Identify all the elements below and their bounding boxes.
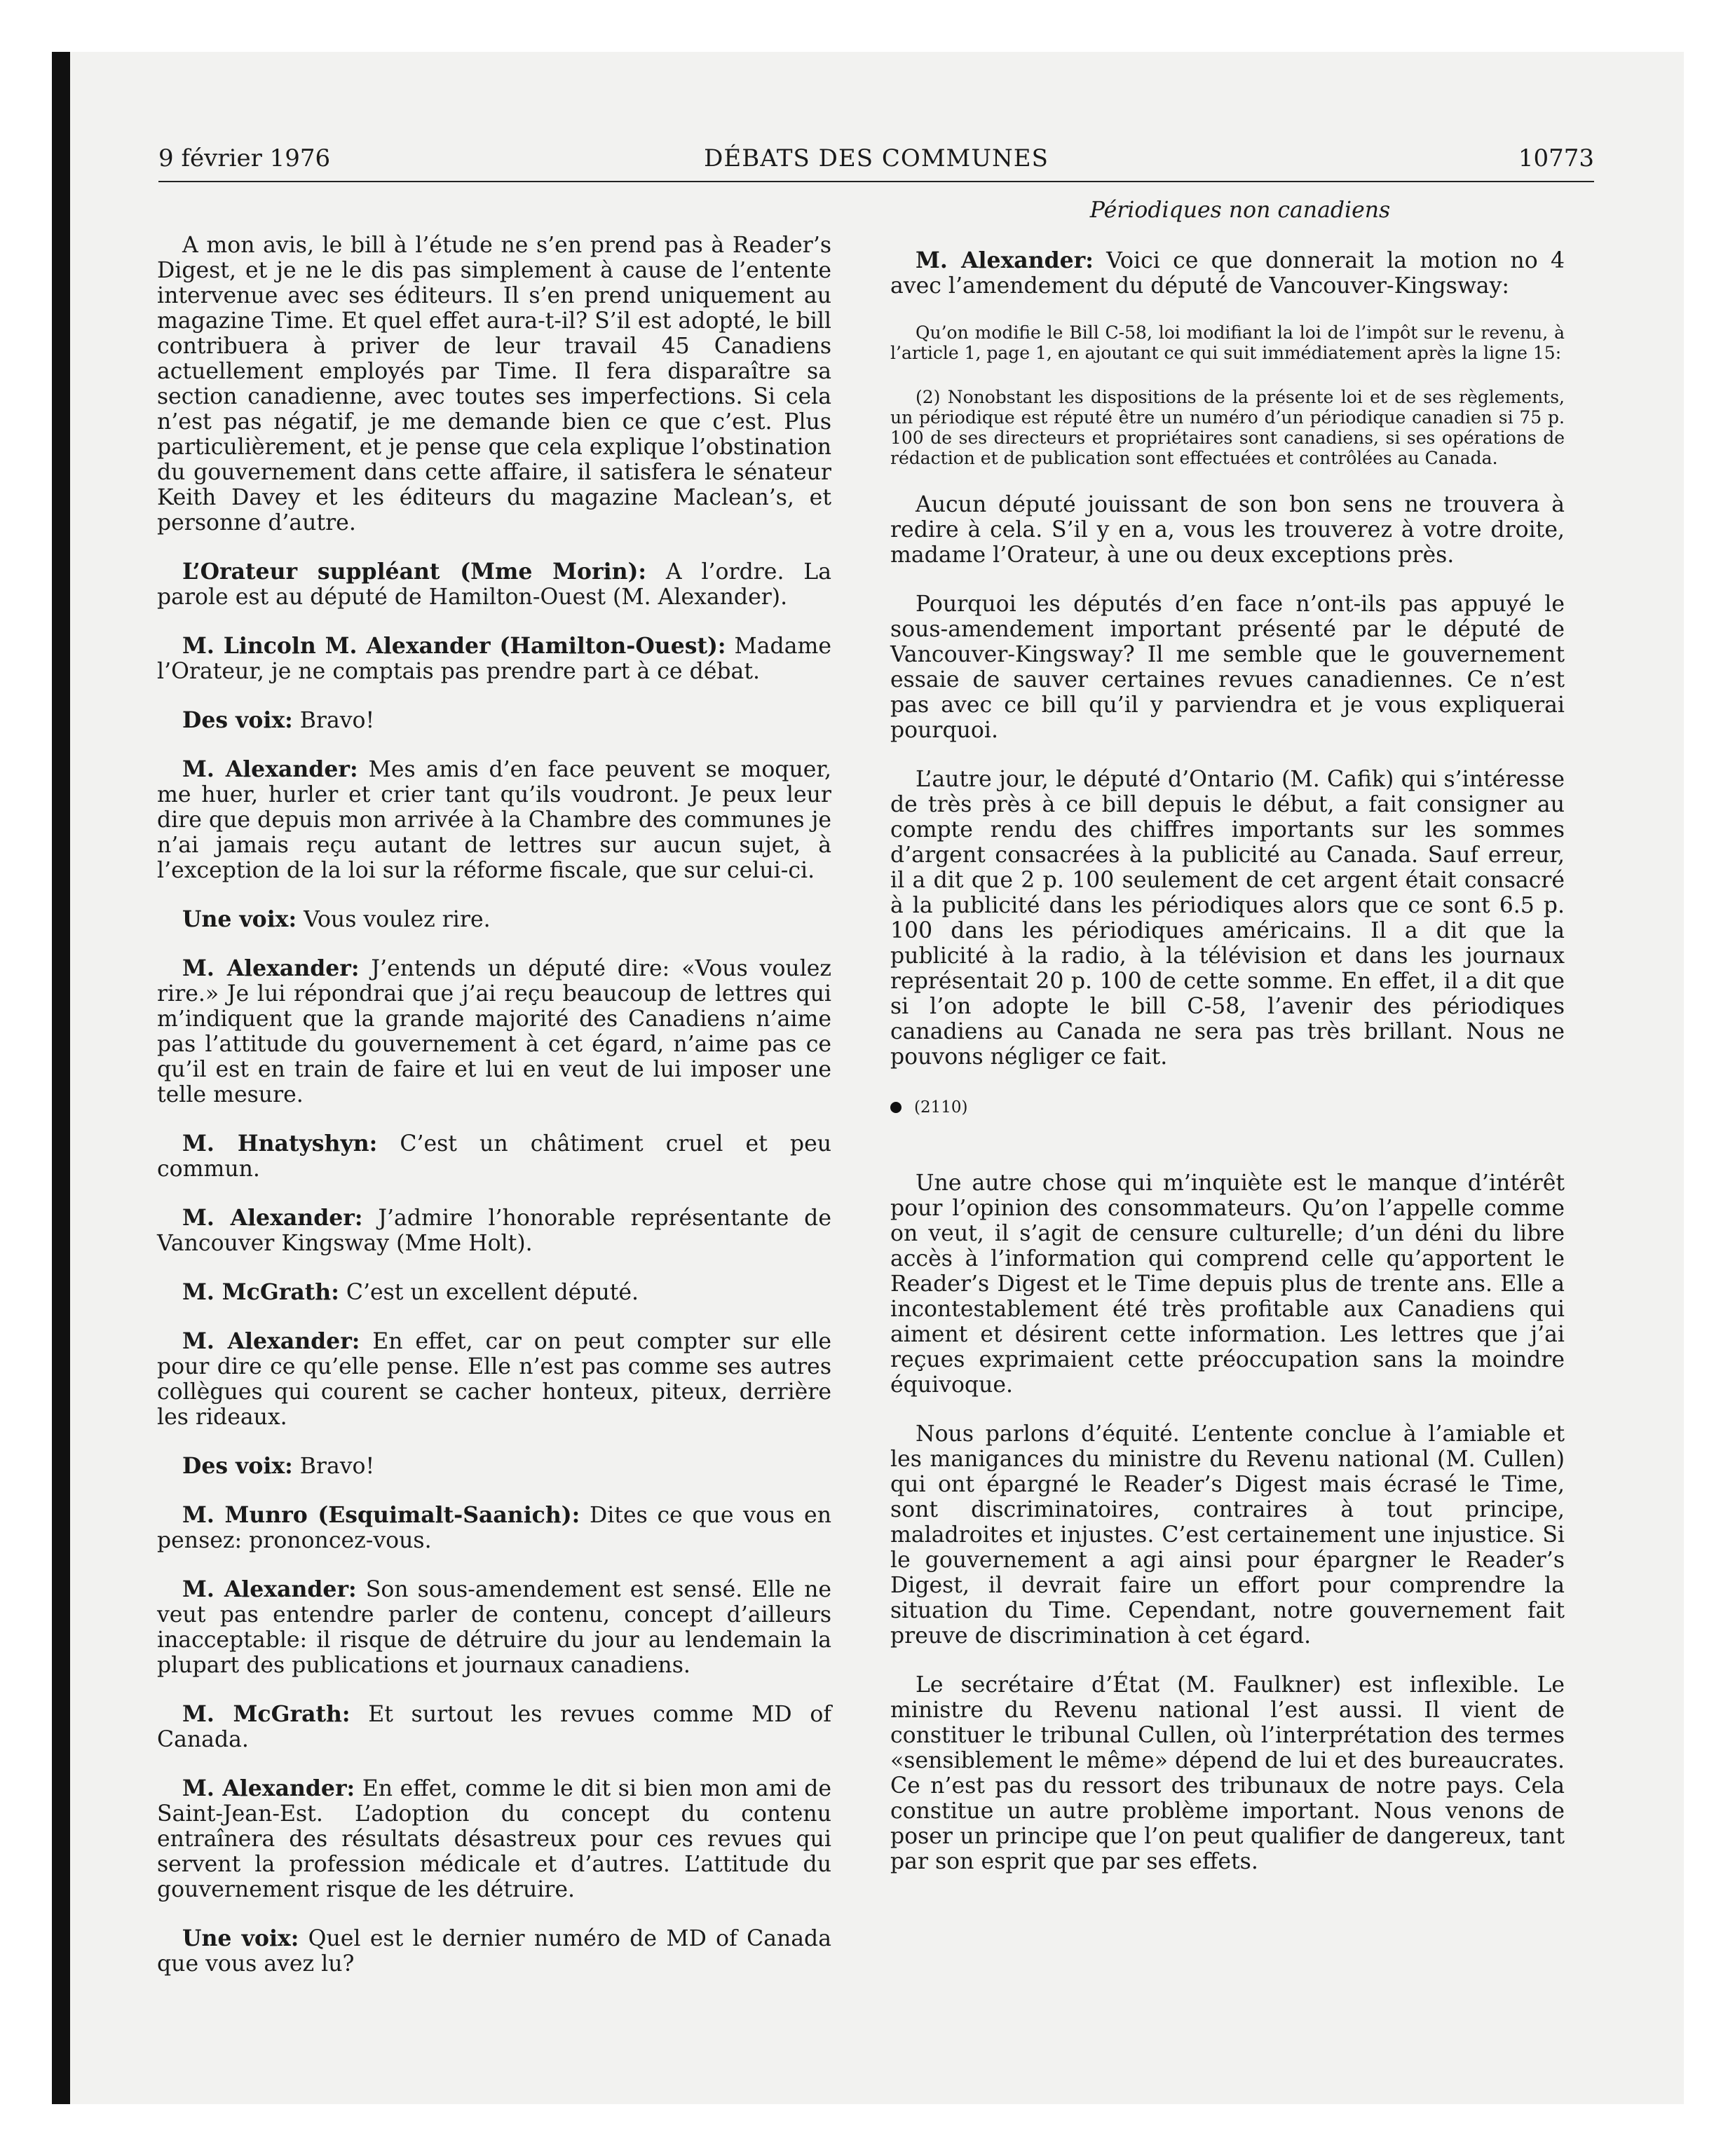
speaker: M. Alexander: xyxy=(182,1205,363,1231)
speech-text: Dites ce que vous en pensez: prononcez-vous. xyxy=(157,1503,831,1553)
speech-text: En effet, car on peut compter sur elle pour dire ce qu’elle pense. Elle n’est pas comme ses autres collègues qui courent se cacher honteux, piteux, derrière les rideaux. xyxy=(157,1329,831,1430)
section-heading: Périodiques non canadiens xyxy=(1089,198,1391,223)
motion-clause: (2) Nonobstant les dispositions de la présente loi et de ses règlements, un périodique est réputé être un numéro d’un périodique canadien si 75 p. 100 de ses directeurs et propriétaires sont canadiens, si ses opérations de rédaction et de publication sont effectuées et contrôlées au Canada. xyxy=(890,387,1565,468)
speaker: Une voix: xyxy=(182,1925,299,1951)
speaker: Des voix: xyxy=(182,707,293,733)
paragraph: Pourquoi les députés d’en face n’ont-ils pas appuyé le sous-amendement important présenté par le député de Vancouver-Kingsway? Il me semble que le gouvernement essaie de sauver certaines revues canadiennes. Ce n’est pas avec ce bill qu’il y parviendra et je vous expliquerai pourquoi. xyxy=(890,592,1565,743)
speech xyxy=(157,1131,831,1182)
timestamp xyxy=(890,1095,1565,1120)
speech-text: C’est un châtiment cruel et peu commun. xyxy=(157,1131,831,1182)
page-header xyxy=(158,144,1594,182)
speech xyxy=(157,1926,831,1977)
speaker: M. Alexander: xyxy=(916,247,1094,273)
timestamp-text: (2110) xyxy=(914,1098,968,1117)
speech xyxy=(157,708,831,733)
speaker: M. Alexander: xyxy=(182,1328,360,1354)
paragraph: A mon avis, le bill à l’étude ne s’en prend pas à Reader’s Digest, et je ne le dis pas simplement à cause de l’entente intervenue avec ses éditeurs. Il s’en prend uniquement au magazine Time. Et quel effet aura-t-il? S’il est adopté, le bill contribuera à priver de leur travail 45 Canadiens actuellement employés par Time. Il fera disparaître sa section canadienne, avec toutes ses imperfections. Si cela n’est pas négatif, je me demande bien ce que c’est. Plus particulièrement, et je pense que cela explique l’obstination du gouvernement dans cette affaire, il satisfera le sénateur Keith Davey et les éditeurs du magazine Maclean’s, et personne d’autre. xyxy=(157,233,831,535)
speech xyxy=(157,907,831,932)
speech xyxy=(157,1329,831,1430)
speech-text: Bravo! xyxy=(292,708,375,733)
speech-text: A l’ordre. La parole est au député de Hamilton-Ouest (M. Alexander). xyxy=(157,559,831,610)
speaker: M. Munro (Esquimalt-Saanich): xyxy=(182,1502,580,1528)
speaker: M. Alexander: xyxy=(182,756,358,782)
speaker: M. McGrath: xyxy=(182,1701,351,1727)
speaker: M. McGrath: xyxy=(182,1279,339,1305)
speech-text: J’entends un député dire: «Vous voulez rire.» Je lui répondrai que j’ai reçu beaucoup de lettres qui m’indiquent que la grande majorité des Canadiens n’aime pas l’attitude du gouvernement à cet égard, n’aime pas ce qu’il est en train de faire et lui en veut de lui imposer une telle mesure. xyxy=(157,956,832,1107)
speech xyxy=(157,634,831,684)
left-column xyxy=(157,196,831,2000)
speech-text: En effet, comme le dit si bien mon ami de Saint-Jean-Est. L’adoption du concept du contenu entraînera des résultats désastreux pour ces revues qui servent la profession médicale et d’autres. L’attitude du gouvernement risque de les détruire. xyxy=(157,1776,832,1902)
header-page-number: 10773 xyxy=(1518,144,1594,172)
speech-text: Mes amis d’en face peuvent se moquer, me huer, hurler et crier tant qu’ils voudront. Je peux leur dire que depuis mon arrivée à la Chambre des communes je n’ai jamais reçu autant de lettres sur aucun sujet, à l’exception de la loi sur la réforme fiscale, que sur celui-ci. xyxy=(157,757,831,883)
speaker: Des voix: xyxy=(182,1453,293,1479)
paragraph: Aucun député jouissant de son bon sens ne trouvera à redire à cela. S’il y en a, vous les trouverez à votre droite, madame l’Orateur, à une ou deux exceptions près. xyxy=(890,492,1565,568)
speech xyxy=(157,1503,831,1553)
paragraph: L’autre jour, le député d’Ontario (M. Cafik) qui s’intéresse de très près à ce bill depuis le début, a fait consigner au compte rendu des chiffres importants sur les sommes d’argent consacrées à la publicité au Canada. Sauf erreur, il a dit que 2 p. 100 seulement de cet argent était consacré à la publicité dans les périodiques alors que ce sont 6.5 p. 100 dans les périodiques américains. Il a dit que la publicité à la radio, à la télévision et dans les journaux représentait 20 p. 100 de cette somme. En effet, il a dit que si l’on adopte le bill C-58, l’avenir des périodiques canadiens au Canada ne sera pas très brillant. Nous ne pouvons négliger ce fait. xyxy=(890,767,1565,1070)
speaker: L’Orateur suppléant (Mme Morin): xyxy=(182,559,647,585)
speech-text: Madame l’Orateur, je ne comptais pas prendre part à ce débat. xyxy=(157,634,831,684)
speech xyxy=(890,248,1565,299)
speech-text: Quel est le dernier numéro de MD of Canada que vous avez lu? xyxy=(157,1926,831,1977)
speaker: M. Hnatyshyn: xyxy=(182,1131,378,1157)
speech xyxy=(157,1577,831,1678)
speech xyxy=(157,1454,831,1479)
speech-text: J’admire l’honorable représentante de Vancouver Kingsway (Mme Holt). xyxy=(157,1206,831,1256)
speech-text: C’est un excellent député. xyxy=(339,1280,639,1305)
speech xyxy=(157,559,831,610)
speech xyxy=(157,757,831,883)
scan-edge xyxy=(52,52,70,2104)
speech-text: Et surtout les revues comme MD of Canada. xyxy=(157,1702,831,1752)
bullet-icon xyxy=(890,1102,901,1113)
right-column xyxy=(890,196,1565,1898)
speech xyxy=(157,1776,831,1902)
speech-text: Voici ce que donnerait la motion no 4 avec l’amendement du député de Vancouver-Kingsway: xyxy=(890,248,1565,299)
speaker: M. Lincoln M. Alexander (Hamilton-Ouest): xyxy=(182,633,726,659)
paragraph: Le secrétaire d’État (M. Faulkner) est inflexible. Le ministre du Revenu national l’est aussi. Il vient de constituer le tribunal Cullen, où l’interprétation des termes «sensiblement le même» dépend de lui et des bureaucrates. Ce n’est pas du ressort des tribunaux de notre pays. Cela constitue un autre problème important. Nous venons de poser un principe que l’on peut qualifier de dangereux, tant par son esprit que par ses effets. xyxy=(890,1672,1565,1874)
motion-text: Qu’on modifie le Bill C-58, loi modifiant la loi de l’impôt sur le revenu, à l’article 1, page 1, en ajoutant ce qui suit immédiatement après la ligne 15: xyxy=(890,322,1565,363)
speaker: M. Alexander: xyxy=(182,1576,357,1602)
speech xyxy=(157,1702,831,1752)
paragraph: Nous parlons d’équité. L’entente conclue à l’amiable et les manigances du ministre du Revenu national (M. Cullen) qui ont épargné le Reader’s Digest mais écrasé le Time, sont discriminatoires, contraires à tout principe, maladroites et injustes. C’est certainement une injustice. Si le gouvernement a agi ainsi pour épargner le Reader’s Digest, il devrait faire un effort pour comprendre la situation du Time. Cependant, notre gouvernement fait preuve de discrimination à cet égard. xyxy=(890,1421,1565,1649)
speech-text: Vous voulez rire. xyxy=(297,907,491,932)
speech xyxy=(157,956,831,1107)
header-title: DÉBATS DES COMMUNES xyxy=(704,144,1049,172)
speech xyxy=(157,1206,831,1256)
speech-text: Bravo! xyxy=(292,1454,375,1479)
speech xyxy=(157,1280,831,1305)
paragraph: Une autre chose qui m’inquiète est le manque d’intérêt pour l’opinion des consommateurs. Qu’on l’appelle comme on veut, il s’agit de censure culturelle; d’un déni du libre accès à l’information qui comprend celle qu’apportent le Reader’s Digest et le Time depuis plus de trente ans. Elle a incontestablement été très profitable aux Canadiens qui aiment et désirent cette information. Les lettres que j’ai reçues exprimaient cette préoccupation sans la moindre équivoque. xyxy=(890,1171,1565,1398)
speech-text: Son sous-amendement est sensé. Elle ne veut pas entendre parler de contenu, concept d’ailleurs inacceptable: il risque de détruire du jour au lendemain la plupart des publications et journaux canadiens. xyxy=(157,1577,831,1678)
speaker: M. Alexander: xyxy=(182,955,360,981)
speaker: M. Alexander: xyxy=(182,1775,355,1801)
header-date: 9 février 1976 xyxy=(158,144,331,172)
speaker: Une voix: xyxy=(182,906,297,932)
